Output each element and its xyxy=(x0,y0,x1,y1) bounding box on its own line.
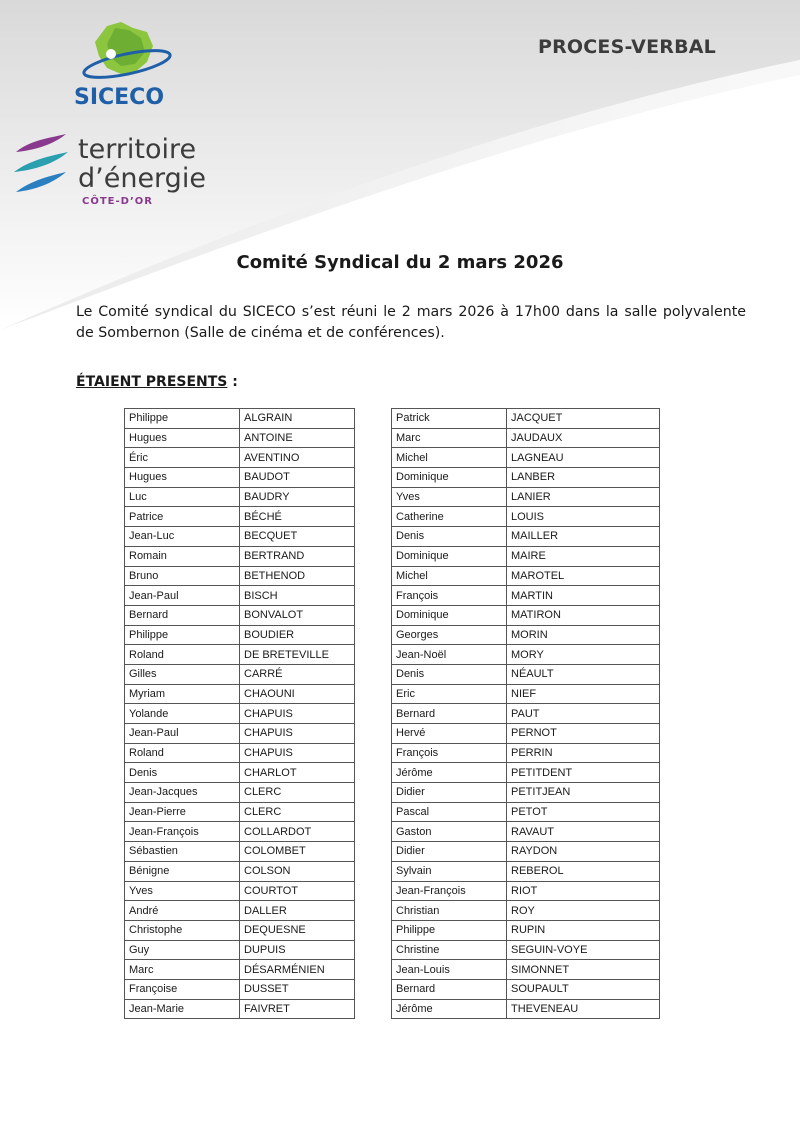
attendee-row xyxy=(392,802,660,822)
attendee-last-name: BISCH xyxy=(240,586,355,606)
attendee-last-name: BÉCHÉ xyxy=(240,507,355,527)
territoire-line2: d’énergie xyxy=(78,163,206,194)
attendee-first-name: Jean-Paul xyxy=(125,586,240,606)
attendee-first-name: Jérôme xyxy=(392,763,507,783)
siceco-logo xyxy=(55,18,185,113)
attendee-first-name: Bruno xyxy=(125,566,240,586)
attendee-first-name: Denis xyxy=(392,527,507,547)
attendee-last-name: JAUDAUX xyxy=(507,428,660,448)
attendee-row xyxy=(125,605,355,625)
attendee-last-name: LAGNEAU xyxy=(507,448,660,468)
attendee-first-name: Romain xyxy=(125,546,240,566)
attendee-row xyxy=(392,999,660,1019)
attendee-row xyxy=(392,468,660,488)
attendee-last-name: ALGRAIN xyxy=(240,409,355,429)
attendee-row xyxy=(125,625,355,645)
attendee-row xyxy=(392,861,660,881)
intro-paragraph: Le Comité syndical du SICECO s’est réuni le 2 mars 2026 à 17h00 dans la salle polyvalente de Sombernon (Salle de cinéma et de conférences). xyxy=(76,304,746,341)
attendee-last-name: DALLER xyxy=(240,901,355,921)
attendee-row xyxy=(125,724,355,744)
attendee-row xyxy=(125,684,355,704)
attendee-row xyxy=(125,901,355,921)
attendee-first-name: Guy xyxy=(125,940,240,960)
attendee-row xyxy=(125,822,355,842)
attendee-last-name: CHAOUNI xyxy=(240,684,355,704)
attendee-first-name: André xyxy=(125,901,240,921)
territoire-line3: CÔTE-D’OR xyxy=(82,196,153,207)
attendee-last-name: LOUIS xyxy=(507,507,660,527)
attendee-first-name: Patrice xyxy=(125,507,240,527)
attendee-row xyxy=(125,704,355,724)
attendee-row xyxy=(392,448,660,468)
attendee-row xyxy=(392,960,660,980)
attendee-last-name: DÉSARMÉNIEN xyxy=(240,960,355,980)
attendee-first-name: Sébastien xyxy=(125,842,240,862)
attendee-row xyxy=(392,783,660,803)
attendee-last-name: SOUPAULT xyxy=(507,979,660,999)
attendee-first-name: Bernard xyxy=(392,979,507,999)
attendee-first-name: Dominique xyxy=(392,605,507,625)
section-label: ÉTAIENT PRESENTS xyxy=(76,374,228,390)
attendee-row xyxy=(125,920,355,940)
attendee-last-name: MARTIN xyxy=(507,586,660,606)
attendee-row xyxy=(125,999,355,1019)
attendee-row xyxy=(125,842,355,862)
attendee-last-name: BERTRAND xyxy=(240,546,355,566)
attendee-first-name: Gilles xyxy=(125,664,240,684)
attendee-row xyxy=(392,901,660,921)
attendee-last-name: BECQUET xyxy=(240,527,355,547)
attendee-last-name: CHAPUIS xyxy=(240,704,355,724)
attendee-row xyxy=(392,625,660,645)
attendee-last-name: MAROTEL xyxy=(507,566,660,586)
attendee-row xyxy=(392,684,660,704)
attendee-last-name: PAUT xyxy=(507,704,660,724)
attendee-first-name: Gaston xyxy=(392,822,507,842)
territoire-line1: territoire xyxy=(78,134,197,165)
attendee-first-name: Michel xyxy=(392,448,507,468)
attendee-first-name: Christine xyxy=(392,940,507,960)
attendee-row xyxy=(392,409,660,429)
attendee-last-name: CHARLOT xyxy=(240,763,355,783)
attendee-last-name: RUPIN xyxy=(507,920,660,940)
attendee-first-name: Denis xyxy=(125,763,240,783)
attendee-row xyxy=(125,468,355,488)
attendee-first-name: Patrick xyxy=(392,409,507,429)
attendee-first-name: Philippe xyxy=(125,625,240,645)
attendee-row xyxy=(392,763,660,783)
attendee-row xyxy=(125,645,355,665)
siceco-logo-text: SICECO xyxy=(73,85,165,110)
attendee-first-name: Eric xyxy=(392,684,507,704)
attendee-first-name: Jean-Louis xyxy=(392,960,507,980)
attendee-first-name: Roland xyxy=(125,645,240,665)
page-title: Comité Syndical du 2 mars 2026 xyxy=(236,252,564,273)
attendee-last-name: NÉAULT xyxy=(507,664,660,684)
attendee-first-name: Yves xyxy=(392,487,507,507)
attendee-row xyxy=(125,940,355,960)
attendee-last-name: CHAPUIS xyxy=(240,743,355,763)
attendee-last-name: DUPUIS xyxy=(240,940,355,960)
attendee-first-name: Dominique xyxy=(392,468,507,488)
attendee-last-name: SIMONNET xyxy=(507,960,660,980)
attendee-row xyxy=(392,428,660,448)
attendee-first-name: Didier xyxy=(392,842,507,862)
attendee-last-name: CLERC xyxy=(240,783,355,803)
attendee-row xyxy=(392,507,660,527)
attendee-last-name: CLERC xyxy=(240,802,355,822)
attendee-row xyxy=(125,861,355,881)
attendee-last-name: CHAPUIS xyxy=(240,724,355,744)
attendee-first-name: Didier xyxy=(392,783,507,803)
attendee-first-name: François xyxy=(392,743,507,763)
attendee-last-name: PETOT xyxy=(507,802,660,822)
attendees-table-right xyxy=(391,408,660,1019)
attendee-row xyxy=(125,527,355,547)
attendees-table-left xyxy=(124,408,355,1019)
attendee-row xyxy=(392,566,660,586)
attendee-first-name: Yolande xyxy=(125,704,240,724)
attendee-last-name: LANIER xyxy=(507,487,660,507)
territoire-energie-logo xyxy=(10,130,220,210)
attendee-first-name: Marc xyxy=(125,960,240,980)
attendee-first-name: Luc xyxy=(125,487,240,507)
attendee-first-name: Sylvain xyxy=(392,861,507,881)
attendee-row xyxy=(392,664,660,684)
attendee-last-name: PETITDENT xyxy=(507,763,660,783)
attendee-first-name: Bernard xyxy=(392,704,507,724)
attendee-row xyxy=(125,783,355,803)
attendee-first-name: Hugues xyxy=(125,468,240,488)
attendee-row xyxy=(125,979,355,999)
attendee-first-name: Philippe xyxy=(125,409,240,429)
attendee-row xyxy=(392,724,660,744)
attendee-last-name: REBEROL xyxy=(507,861,660,881)
attendee-row xyxy=(125,507,355,527)
attendee-row xyxy=(125,586,355,606)
attendee-row xyxy=(392,842,660,862)
section-suffix: : xyxy=(227,374,238,390)
attendee-last-name: COLLARDOT xyxy=(240,822,355,842)
attendee-first-name: Hugues xyxy=(125,428,240,448)
attendee-first-name: Jean-François xyxy=(125,822,240,842)
attendee-last-name: CARRÉ xyxy=(240,664,355,684)
attendee-first-name: Philippe xyxy=(392,920,507,940)
section-heading xyxy=(76,374,238,390)
attendee-row xyxy=(125,881,355,901)
attendee-first-name: François xyxy=(392,586,507,606)
attendee-last-name: MATIRON xyxy=(507,605,660,625)
attendee-row xyxy=(392,979,660,999)
attendee-first-name: Michel xyxy=(392,566,507,586)
attendee-first-name: Christian xyxy=(392,901,507,921)
attendee-first-name: Jean-Luc xyxy=(125,527,240,547)
attendee-first-name: Myriam xyxy=(125,684,240,704)
attendee-last-name: MORIN xyxy=(507,625,660,645)
attendee-row xyxy=(125,566,355,586)
attendee-row xyxy=(392,940,660,960)
attendee-first-name: Jérôme xyxy=(392,999,507,1019)
attendee-first-name: Catherine xyxy=(392,507,507,527)
attendee-last-name: SEGUIN-VOYE xyxy=(507,940,660,960)
attendee-last-name: COURTOT xyxy=(240,881,355,901)
attendee-last-name: BOUDIER xyxy=(240,625,355,645)
attendee-first-name: Christophe xyxy=(125,920,240,940)
attendee-row xyxy=(125,743,355,763)
attendee-row xyxy=(392,527,660,547)
attendee-first-name: Jean-Paul xyxy=(125,724,240,744)
attendee-first-name: Georges xyxy=(392,625,507,645)
attendee-last-name: RAVAUT xyxy=(507,822,660,842)
attendee-first-name: Marc xyxy=(392,428,507,448)
attendee-first-name: Françoise xyxy=(125,979,240,999)
attendee-first-name: Denis xyxy=(392,664,507,684)
attendee-row xyxy=(392,920,660,940)
attendee-row xyxy=(392,586,660,606)
attendee-row xyxy=(125,409,355,429)
attendee-last-name: AVENTINO xyxy=(240,448,355,468)
attendee-row xyxy=(125,960,355,980)
attendee-last-name: MORY xyxy=(507,645,660,665)
attendee-row xyxy=(125,546,355,566)
attendee-row xyxy=(392,822,660,842)
attendee-last-name: BETHENOD xyxy=(240,566,355,586)
attendee-first-name: Jean-Noël xyxy=(392,645,507,665)
attendee-last-name: RAYDON xyxy=(507,842,660,862)
attendee-row xyxy=(125,802,355,822)
attendee-last-name: LANBER xyxy=(507,468,660,488)
attendee-row xyxy=(125,448,355,468)
attendee-row xyxy=(125,664,355,684)
attendee-first-name: Pascal xyxy=(392,802,507,822)
document-type: PROCES-VERBAL xyxy=(537,36,716,58)
attendee-first-name: Jean-François xyxy=(392,881,507,901)
attendee-first-name: Yves xyxy=(125,881,240,901)
attendee-last-name: DE BRETEVILLE xyxy=(240,645,355,665)
attendee-last-name: RIOT xyxy=(507,881,660,901)
attendee-first-name: Jean-Pierre xyxy=(125,802,240,822)
attendee-row xyxy=(392,645,660,665)
attendee-first-name: Bernard xyxy=(125,605,240,625)
attendee-last-name: JACQUET xyxy=(507,409,660,429)
attendee-last-name: NIEF xyxy=(507,684,660,704)
attendee-row xyxy=(392,487,660,507)
attendee-row xyxy=(392,605,660,625)
attendee-row xyxy=(392,743,660,763)
attendee-last-name: PERRIN xyxy=(507,743,660,763)
attendee-first-name: Jean-Marie xyxy=(125,999,240,1019)
attendee-row xyxy=(125,428,355,448)
attendee-row xyxy=(392,881,660,901)
attendee-first-name: Dominique xyxy=(392,546,507,566)
attendee-last-name: MAILLER xyxy=(507,527,660,547)
attendee-last-name: DEQUESNE xyxy=(240,920,355,940)
attendee-last-name: ROY xyxy=(507,901,660,921)
attendee-last-name: ANTOINE xyxy=(240,428,355,448)
attendee-last-name: BAUDOT xyxy=(240,468,355,488)
attendee-row xyxy=(392,704,660,724)
attendee-first-name: Roland xyxy=(125,743,240,763)
attendee-last-name: COLSON xyxy=(240,861,355,881)
attendee-first-name: Hervé xyxy=(392,724,507,744)
attendee-first-name: Bénigne xyxy=(125,861,240,881)
attendee-last-name: BONVALOT xyxy=(240,605,355,625)
attendee-last-name: DUSSET xyxy=(240,979,355,999)
attendee-last-name: THEVENEAU xyxy=(507,999,660,1019)
attendee-last-name: MAIRE xyxy=(507,546,660,566)
attendee-last-name: FAIVRET xyxy=(240,999,355,1019)
attendee-first-name: Éric xyxy=(125,448,240,468)
attendee-row xyxy=(125,763,355,783)
attendee-last-name: COLOMBET xyxy=(240,842,355,862)
attendee-row xyxy=(392,546,660,566)
attendee-first-name: Jean-Jacques xyxy=(125,783,240,803)
attendee-last-name: BAUDRY xyxy=(240,487,355,507)
attendee-row xyxy=(125,487,355,507)
attendee-last-name: PERNOT xyxy=(507,724,660,744)
attendee-last-name: PETITJEAN xyxy=(507,783,660,803)
